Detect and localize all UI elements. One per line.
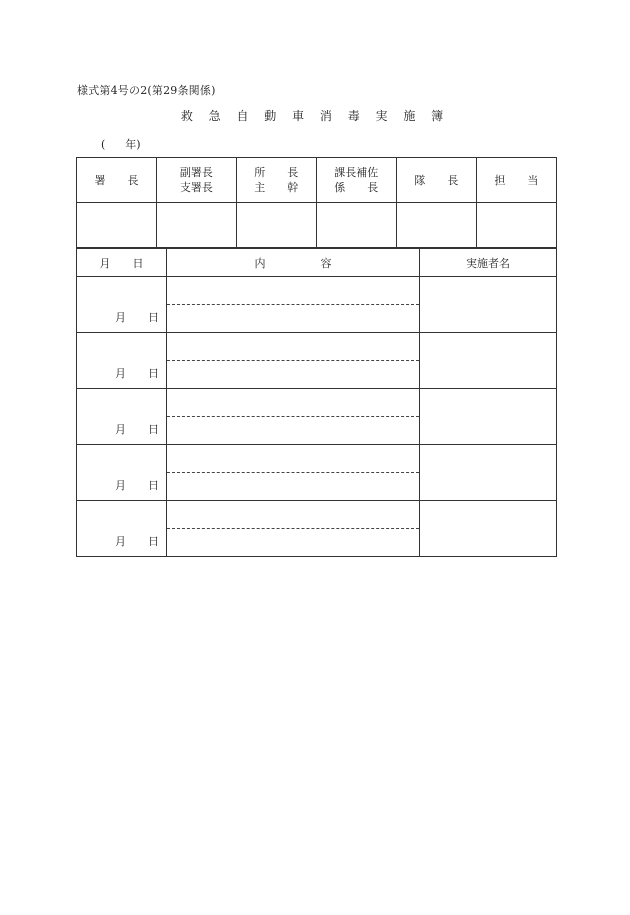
log-content-cell[interactable] bbox=[167, 277, 420, 333]
log-content-cell[interactable] bbox=[167, 389, 420, 445]
log-content-cell[interactable] bbox=[167, 333, 420, 389]
disinfection-log-table bbox=[76, 248, 557, 557]
approval-header-row bbox=[77, 158, 557, 203]
dashed-divider bbox=[167, 360, 419, 361]
log-person-cell[interactable] bbox=[420, 501, 557, 557]
approval-table bbox=[76, 157, 557, 248]
approval-header-deputy: 副署長 支署長 bbox=[157, 158, 237, 203]
log-row bbox=[77, 501, 557, 557]
seal-box-staff[interactable] bbox=[476, 203, 556, 248]
dashed-divider bbox=[167, 416, 419, 417]
log-date-cell[interactable]: 月 日 bbox=[77, 333, 167, 389]
log-header-date: 月 日 bbox=[77, 249, 167, 277]
log-date-cell[interactable]: 月 日 bbox=[77, 445, 167, 501]
log-date-cell[interactable]: 月 日 bbox=[77, 501, 167, 557]
log-header-row bbox=[77, 249, 557, 277]
seal-box-chief[interactable] bbox=[77, 203, 157, 248]
log-header-person: 実施者名 bbox=[420, 249, 557, 277]
seal-box-assistant[interactable] bbox=[316, 203, 396, 248]
log-date-cell[interactable]: 月 日 bbox=[77, 389, 167, 445]
approval-header-assistant: 課長補佐 係 長 bbox=[316, 158, 396, 203]
log-person-cell[interactable] bbox=[420, 445, 557, 501]
log-content-cell[interactable] bbox=[167, 501, 420, 557]
log-person-cell[interactable] bbox=[420, 389, 557, 445]
log-content-cell[interactable] bbox=[167, 445, 420, 501]
approval-header-staff: 担 当 bbox=[476, 158, 556, 203]
dashed-divider bbox=[167, 304, 419, 305]
log-row bbox=[77, 445, 557, 501]
log-row bbox=[77, 389, 557, 445]
log-row bbox=[77, 277, 557, 333]
seal-box-captain[interactable] bbox=[396, 203, 476, 248]
log-row bbox=[77, 333, 557, 389]
seal-box-office[interactable] bbox=[236, 203, 316, 248]
approval-header-office: 所 長 主 幹 bbox=[236, 158, 316, 203]
year-open-paren: ( bbox=[101, 138, 106, 151]
page-title: 救 急 自 動 車 消 毒 実 施 簿 bbox=[180, 109, 450, 123]
approval-header-chief: 署 長 bbox=[77, 158, 157, 203]
year-field bbox=[101, 136, 141, 152]
log-date-cell[interactable]: 月 日 bbox=[77, 277, 167, 333]
log-person-cell[interactable] bbox=[420, 333, 557, 389]
approval-header-captain: 隊 長 bbox=[396, 158, 476, 203]
approval-seal-row bbox=[77, 203, 557, 248]
year-label: 年) bbox=[125, 138, 141, 151]
log-person-cell[interactable] bbox=[420, 277, 557, 333]
seal-box-deputy[interactable] bbox=[157, 203, 237, 248]
dashed-divider bbox=[167, 472, 419, 473]
form-id-label: 様式第4号の2(第29条関係) bbox=[77, 84, 216, 97]
dashed-divider bbox=[167, 528, 419, 529]
log-header-content: 内 容 bbox=[167, 249, 420, 277]
